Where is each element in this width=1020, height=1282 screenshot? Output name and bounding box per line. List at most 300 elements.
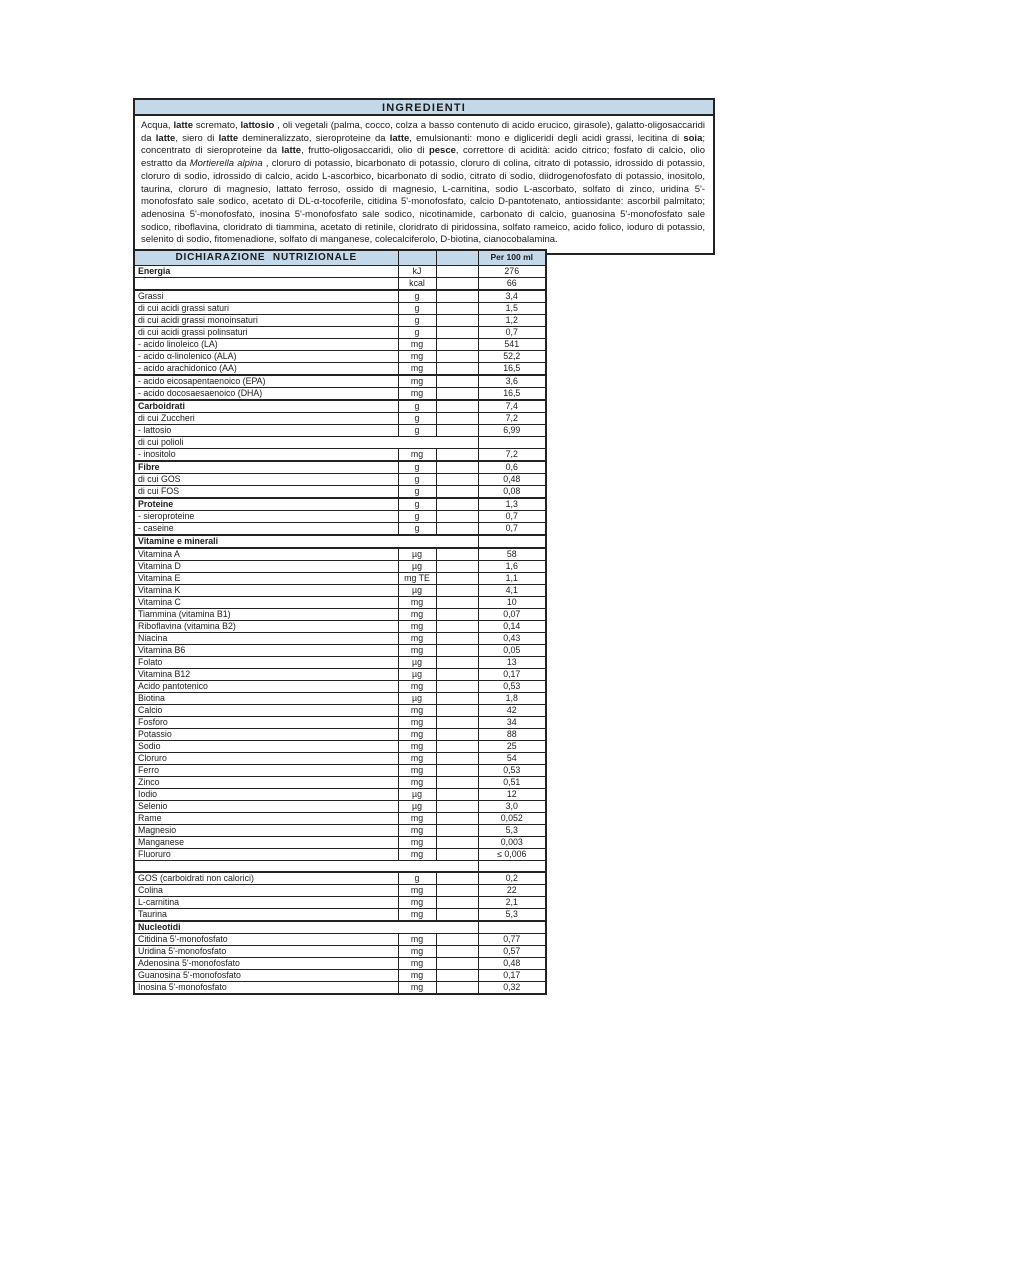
- empty-cell: [436, 314, 478, 326]
- empty-cell: [436, 656, 478, 668]
- nutrient-label: - acido arachidonico (AA): [134, 362, 398, 375]
- nutrient-value: 0,2: [478, 872, 546, 885]
- empty-cell: [436, 326, 478, 338]
- empty-cell: [436, 680, 478, 692]
- table-row: [134, 921, 546, 934]
- nutrient-value: 0,08: [478, 485, 546, 498]
- table-row: [134, 473, 546, 485]
- table-row: [134, 608, 546, 620]
- nutrient-label: Inosina 5'-monofosfato: [134, 982, 398, 995]
- nutrient-value: 0,7: [478, 510, 546, 522]
- table-row: [134, 704, 546, 716]
- table-row: [134, 776, 546, 788]
- nutrient-label: GOS (carboidrati non calorici): [134, 872, 398, 885]
- nutrient-label: Proteine: [134, 498, 398, 511]
- nutrient-value: 0,57: [478, 946, 546, 958]
- ingredient-allergen: latte: [218, 132, 239, 144]
- table-row: [134, 692, 546, 704]
- table-row: [134, 375, 546, 388]
- nutrient-label: Grassi: [134, 290, 398, 303]
- table-row: [134, 728, 546, 740]
- nutrition-table-title: DICHIARAZIONE NUTRIZIONALE: [134, 250, 398, 265]
- nutrient-label: di cui polioli: [134, 436, 478, 448]
- empty-cell: [436, 608, 478, 620]
- nutrient-label: di cui acidi grassi monoinsaturi: [134, 314, 398, 326]
- nutrient-unit: µg: [398, 656, 436, 668]
- table-row: [134, 522, 546, 535]
- nutrient-value: 7,2: [478, 448, 546, 461]
- nutrient-label: Citidina 5'-monofosfato: [134, 934, 398, 946]
- nutrient-value: 52,2: [478, 350, 546, 362]
- nutrient-label: Folato: [134, 656, 398, 668]
- nutrient-unit: g: [398, 510, 436, 522]
- nutrient-value: 3,6: [478, 375, 546, 388]
- nutrient-value: 34: [478, 716, 546, 728]
- nutrient-label: Nucleotidi: [134, 921, 478, 934]
- table-row: [134, 412, 546, 424]
- nutrient-value: [478, 436, 546, 448]
- ingredient-text: Acqua,: [141, 120, 174, 131]
- table-row: [134, 461, 546, 474]
- nutrient-value: 1,3: [478, 498, 546, 511]
- nutrient-label: - acido docosaesaenoico (DHA): [134, 387, 398, 400]
- nutrient-unit: g: [398, 522, 436, 535]
- nutrient-value: 0,17: [478, 668, 546, 680]
- nutrient-unit: mg: [398, 375, 436, 388]
- table-row: [134, 290, 546, 303]
- nutrient-value: 1,6: [478, 560, 546, 572]
- empty-cell: [436, 387, 478, 400]
- nutrient-value: 541: [478, 338, 546, 350]
- nutrition-table: [133, 249, 547, 995]
- nutrient-label: Biotina: [134, 692, 398, 704]
- nutrient-value: 0,003: [478, 836, 546, 848]
- empty-cell: [436, 848, 478, 860]
- nutrient-label: - acido linoleico (LA): [134, 338, 398, 350]
- empty-cell: [436, 692, 478, 704]
- nutrient-label: Riboflavina (vitamina B2): [134, 620, 398, 632]
- nutrient-label: Vitamina A: [134, 548, 398, 561]
- nutrient-value: 25: [478, 740, 546, 752]
- empty-cell: [436, 668, 478, 680]
- empty-cell: [436, 970, 478, 982]
- nutrient-unit: µg: [398, 692, 436, 704]
- nutrient-unit: g: [398, 872, 436, 885]
- empty-cell: [436, 885, 478, 897]
- ingredient-allergen: latte: [389, 132, 410, 144]
- nutrient-unit: mg: [398, 387, 436, 400]
- nutrient-label: - acido eicosapentaenoico (EPA): [134, 375, 398, 388]
- nutrient-unit: mg: [398, 728, 436, 740]
- nutrient-label: Tiammina (vitamina B1): [134, 608, 398, 620]
- nutrient-value: 0,14: [478, 620, 546, 632]
- empty-cell: [436, 485, 478, 498]
- nutrient-value: 12: [478, 788, 546, 800]
- nutrient-unit: g: [398, 302, 436, 314]
- nutrient-value: 3,4: [478, 290, 546, 303]
- nutrient-label: [134, 277, 398, 290]
- nutrient-unit: µg: [398, 584, 436, 596]
- table-row: [134, 510, 546, 522]
- nutrient-value: 5,3: [478, 909, 546, 922]
- nutrient-value: 0,17: [478, 970, 546, 982]
- table-row: [134, 824, 546, 836]
- table-row: [134, 362, 546, 375]
- nutrient-unit: mg: [398, 970, 436, 982]
- ingredient-allergen: latte: [281, 145, 302, 157]
- nutrient-value: 0,48: [478, 958, 546, 970]
- nutrient-unit: µg: [398, 668, 436, 680]
- nutrient-label: di cui acidi grassi saturi: [134, 302, 398, 314]
- ingredient-text: , oli vegetali (palma, cocco, colza a basso contenuto di acido erucico, girasole), galatto-oligosaccaridi da: [141, 120, 705, 144]
- ingredient-text: ; concentrato di sieroproteine da: [141, 132, 705, 157]
- nutrient-value: 4,1: [478, 584, 546, 596]
- table-row: [134, 848, 546, 860]
- empty-cell: [436, 412, 478, 424]
- nutrition-section: [133, 249, 547, 995]
- nutrient-label: - caseine: [134, 522, 398, 535]
- empty-cell: [436, 424, 478, 436]
- nutrient-label: Guanosina 5'-monofosfato: [134, 970, 398, 982]
- nutrient-label: Potassio: [134, 728, 398, 740]
- nutrient-label: Zinco: [134, 776, 398, 788]
- nutrient-unit: kcal: [398, 277, 436, 290]
- table-row: [134, 302, 546, 314]
- nutrient-value: 0,51: [478, 776, 546, 788]
- ingredients-title: INGREDIENTI: [135, 100, 713, 116]
- table-row: [134, 800, 546, 812]
- nutrient-unit: µg: [398, 560, 436, 572]
- nutrient-unit: mg: [398, 934, 436, 946]
- table-row: [134, 572, 546, 584]
- ingredient-text: demineralizzato, sieroproteine da: [238, 132, 390, 144]
- nutrient-unit: g: [398, 498, 436, 511]
- nutrient-unit: mg: [398, 596, 436, 608]
- empty-cell: [436, 290, 478, 303]
- empty-cell: [436, 400, 478, 413]
- empty-cell: [436, 362, 478, 375]
- nutrient-label: Uridina 5'-monofosfato: [134, 946, 398, 958]
- table-row: [134, 958, 546, 970]
- table-row: [134, 909, 546, 922]
- empty-cell: [436, 302, 478, 314]
- table-row: [134, 946, 546, 958]
- nutrient-label: Vitamina B6: [134, 644, 398, 656]
- nutrient-label: Vitamina B12: [134, 668, 398, 680]
- nutrient-value: 0,53: [478, 680, 546, 692]
- table-header-row: [134, 250, 546, 265]
- ingredient-text: , emulsionanti: mono e digliceridi degli acidi grassi, lecitina di: [409, 132, 684, 144]
- table-row: [134, 668, 546, 680]
- table-row: [134, 812, 546, 824]
- nutrient-unit: µg: [398, 788, 436, 800]
- empty-cell: [436, 473, 478, 485]
- empty-cell: [436, 572, 478, 584]
- nutrient-unit: mg: [398, 716, 436, 728]
- table-row: [134, 338, 546, 350]
- nutrient-value: ≤ 0,006: [478, 848, 546, 860]
- table-row: [134, 982, 546, 995]
- nutrient-value: 1,2: [478, 314, 546, 326]
- table-row: [134, 314, 546, 326]
- ingredient-text: , correttore di acidità: acido citrico; fosfato di calcio, olio estratto da: [141, 145, 706, 170]
- nutrient-unit: mg: [398, 897, 436, 909]
- empty-cell: [436, 934, 478, 946]
- empty-cell: [436, 375, 478, 388]
- nutrient-label: Magnesio: [134, 824, 398, 836]
- nutrient-label: Vitamina K: [134, 584, 398, 596]
- nutrient-unit: g: [398, 461, 436, 474]
- nutrient-unit: mg: [398, 338, 436, 350]
- nutrient-label: - acido α-linolenico (ALA): [134, 350, 398, 362]
- empty-cell: [436, 982, 478, 995]
- nutrient-unit: mg: [398, 764, 436, 776]
- nutrient-label: Calcio: [134, 704, 398, 716]
- empty-cell: [436, 788, 478, 800]
- ingredient-text: scremato,: [193, 120, 241, 131]
- empty-cell: [436, 800, 478, 812]
- nutrient-label: - inositolo: [134, 448, 398, 461]
- table-row: [134, 872, 546, 885]
- nutrient-label: di cui FOS: [134, 485, 398, 498]
- unit-header-cell: [398, 250, 436, 265]
- table-row: [134, 860, 546, 872]
- nutrient-label: Rame: [134, 812, 398, 824]
- nutrient-unit: mg: [398, 946, 436, 958]
- nutrient-label: Vitamine e minerali: [134, 535, 478, 548]
- nutrient-value: 276: [478, 265, 546, 277]
- nutrient-value: 22: [478, 885, 546, 897]
- empty-cell: [436, 946, 478, 958]
- nutrient-label: Fibre: [134, 461, 398, 474]
- empty-cell: [436, 448, 478, 461]
- nutrient-unit: mg: [398, 350, 436, 362]
- ingredient-text: , cloruro di potassio, bicarbonato di potassio, cloruro di colina, citrato di potassio, idrossido di potassio, cloruro di sodio, idrossido di calcio, acido L-ascorbico, bicarbonato di sodio, citrato di sodio, diidrogenofosfato di potassio, inositolo, taurina, cloruro di magnesio, lattato ferroso, ossido di magnesio, L-carnitina, sodio L-ascorbato, solfato di zinco, uridina 5'-monofosfato sale sodico, acetato di DL-α-tocoferile, citidina 5'-monofosfato, calcio D-pantotenato, antiossidante: ascorbil palmitato; adenosina 5'-monofosfato, inosina 5'-monofosfato sale sodico, nicotinamide, carbonato di calcio, guanosina 5'-monofosfato sale sodico, riboflavina, cloridrato di tiammina, acetato di retinile, cloridrato di piridossina, solfato rameico, acido folico, ioduro di potassio, selenito di sodio, fitomenadione, solfato di manganese, colecalciferolo, D-biotina, cianocobalamina.: [141, 158, 706, 246]
- nutrient-value: 5,3: [478, 824, 546, 836]
- nutrient-unit: mg: [398, 620, 436, 632]
- table-row: [134, 632, 546, 644]
- nutrient-unit: g: [398, 424, 436, 436]
- table-row: [134, 548, 546, 561]
- table-row: [134, 350, 546, 362]
- nutrient-unit: g: [398, 485, 436, 498]
- table-row: [134, 716, 546, 728]
- empty-cell: [436, 498, 478, 511]
- empty-cell: [436, 776, 478, 788]
- table-row: [134, 596, 546, 608]
- empty-cell: [436, 632, 478, 644]
- empty-cell: [436, 596, 478, 608]
- empty-cell: [436, 704, 478, 716]
- nutrient-label: Manganese: [134, 836, 398, 848]
- table-row: [134, 752, 546, 764]
- nutrient-label: [134, 860, 478, 872]
- nutrient-label: - sieroproteine: [134, 510, 398, 522]
- table-row: [134, 656, 546, 668]
- empty-cell: [436, 728, 478, 740]
- nutrition-rows: [134, 265, 546, 994]
- nutrient-value: 0,6: [478, 461, 546, 474]
- table-row: [134, 326, 546, 338]
- nutrient-label: Fosforo: [134, 716, 398, 728]
- empty-cell: [436, 740, 478, 752]
- nutrient-unit: mg: [398, 632, 436, 644]
- nutrient-label: Cloruro: [134, 752, 398, 764]
- empty-cell: [436, 350, 478, 362]
- nutrient-label: Selenio: [134, 800, 398, 812]
- empty-cell: [436, 824, 478, 836]
- table-row: [134, 620, 546, 632]
- table-row: [134, 277, 546, 290]
- empty-cell: [436, 584, 478, 596]
- nutrient-value: 0,052: [478, 812, 546, 824]
- table-row: [134, 448, 546, 461]
- table-row: [134, 400, 546, 413]
- nutrient-label: Adenosina 5'-monofosfato: [134, 958, 398, 970]
- table-row: [134, 764, 546, 776]
- nutrient-value: [478, 860, 546, 872]
- nutrient-label: Energia: [134, 265, 398, 277]
- empty-cell: [436, 510, 478, 522]
- nutrient-unit: mg: [398, 836, 436, 848]
- nutrient-label: - lattosio: [134, 424, 398, 436]
- table-row: [134, 560, 546, 572]
- nutrient-value: 7,2: [478, 412, 546, 424]
- nutrient-value: 13: [478, 656, 546, 668]
- table-row: [134, 485, 546, 498]
- nutrient-unit: mg: [398, 362, 436, 375]
- empty-cell: [436, 461, 478, 474]
- nutrient-unit: mg TE: [398, 572, 436, 584]
- nutrient-value: 2,1: [478, 897, 546, 909]
- table-row: [134, 680, 546, 692]
- empty-cell: [436, 909, 478, 922]
- nutrient-value: 0,32: [478, 982, 546, 995]
- empty-cell: [436, 836, 478, 848]
- nutrient-label: Vitamina D: [134, 560, 398, 572]
- nutrient-unit: mg: [398, 812, 436, 824]
- nutrient-unit: kJ: [398, 265, 436, 277]
- ingredient-allergen: soia: [683, 132, 703, 144]
- nutrient-label: Vitamina E: [134, 572, 398, 584]
- nutrient-label: Fluoruro: [134, 848, 398, 860]
- nutrient-unit: mg: [398, 740, 436, 752]
- nutrient-label: L-carnitina: [134, 897, 398, 909]
- empty-cell: [436, 958, 478, 970]
- empty-cell: [436, 338, 478, 350]
- nutrient-value: 3,0: [478, 800, 546, 812]
- nutrient-value: 0,7: [478, 326, 546, 338]
- nutrient-label: Ferro: [134, 764, 398, 776]
- ingredient-allergen: latte: [155, 132, 176, 144]
- ingredient-allergen: lattosio: [240, 120, 275, 131]
- empty-cell: [436, 560, 478, 572]
- ingredient-text: , frutto-oligosaccaridi, olio di: [301, 145, 429, 157]
- empty-cell: [436, 644, 478, 656]
- empty-cell: [436, 812, 478, 824]
- ingredient-latin-name: Mortierella alpina: [189, 158, 263, 170]
- nutrient-label: Taurina: [134, 909, 398, 922]
- empty-cell: [436, 548, 478, 561]
- nutrient-value: 0,53: [478, 764, 546, 776]
- nutrient-unit: mg: [398, 680, 436, 692]
- table-row: [134, 265, 546, 277]
- nutrient-label: Sodio: [134, 740, 398, 752]
- nutrient-unit: g: [398, 326, 436, 338]
- table-row: [134, 424, 546, 436]
- nutrient-unit: g: [398, 412, 436, 424]
- nutrient-unit: mg: [398, 824, 436, 836]
- nutrient-value: 54: [478, 752, 546, 764]
- ingredient-allergen: latte: [173, 120, 194, 131]
- nutrient-value: 0,07: [478, 608, 546, 620]
- empty-cell: [436, 716, 478, 728]
- nutrient-label: Vitamina C: [134, 596, 398, 608]
- nutrient-value: 66: [478, 277, 546, 290]
- ingredients-text: [135, 116, 713, 253]
- nutrient-value: 0,05: [478, 644, 546, 656]
- nutrient-value: 0,48: [478, 473, 546, 485]
- table-row: [134, 584, 546, 596]
- empty-cell: [436, 265, 478, 277]
- table-row: [134, 498, 546, 511]
- nutrient-value: 0,43: [478, 632, 546, 644]
- nutrient-label: Carboidrati: [134, 400, 398, 413]
- nutrient-unit: µg: [398, 800, 436, 812]
- nutrient-label: Niacina: [134, 632, 398, 644]
- nutrient-label: di cui Zuccheri: [134, 412, 398, 424]
- nutrient-unit: mg: [398, 776, 436, 788]
- table-row: [134, 897, 546, 909]
- nutrient-value: 1,1: [478, 572, 546, 584]
- nutrient-unit: mg: [398, 909, 436, 922]
- table-row: [134, 934, 546, 946]
- nutrient-label: di cui acidi grassi polinsaturi: [134, 326, 398, 338]
- nutrient-unit: mg: [398, 704, 436, 716]
- empty-cell: [436, 897, 478, 909]
- table-row: [134, 387, 546, 400]
- nutrient-unit: g: [398, 314, 436, 326]
- nutrient-value: 16,5: [478, 362, 546, 375]
- nutrient-value: 16,5: [478, 387, 546, 400]
- nutrient-value: 10: [478, 596, 546, 608]
- table-row: [134, 644, 546, 656]
- nutrient-unit: mg: [398, 958, 436, 970]
- nutrient-label: Colina: [134, 885, 398, 897]
- nutrient-value: 7,4: [478, 400, 546, 413]
- nutrient-value: 6,99: [478, 424, 546, 436]
- nutrient-unit: g: [398, 473, 436, 485]
- mid-header-cell: [436, 250, 478, 265]
- nutrient-unit: mg: [398, 644, 436, 656]
- empty-cell: [436, 764, 478, 776]
- table-row: [134, 885, 546, 897]
- empty-cell: [436, 522, 478, 535]
- table-row: [134, 788, 546, 800]
- nutrient-value: 58: [478, 548, 546, 561]
- ingredient-text: , siero di: [175, 132, 219, 144]
- table-row: [134, 740, 546, 752]
- nutrient-unit: mg: [398, 448, 436, 461]
- per-100ml-header: Per 100 ml: [478, 250, 546, 265]
- nutrient-label: Iodio: [134, 788, 398, 800]
- nutrient-value: 0,77: [478, 934, 546, 946]
- nutrient-value: 1,5: [478, 302, 546, 314]
- nutrient-label: di cui GOS: [134, 473, 398, 485]
- empty-cell: [436, 277, 478, 290]
- nutrient-unit: mg: [398, 982, 436, 995]
- nutrient-value: 0,7: [478, 522, 546, 535]
